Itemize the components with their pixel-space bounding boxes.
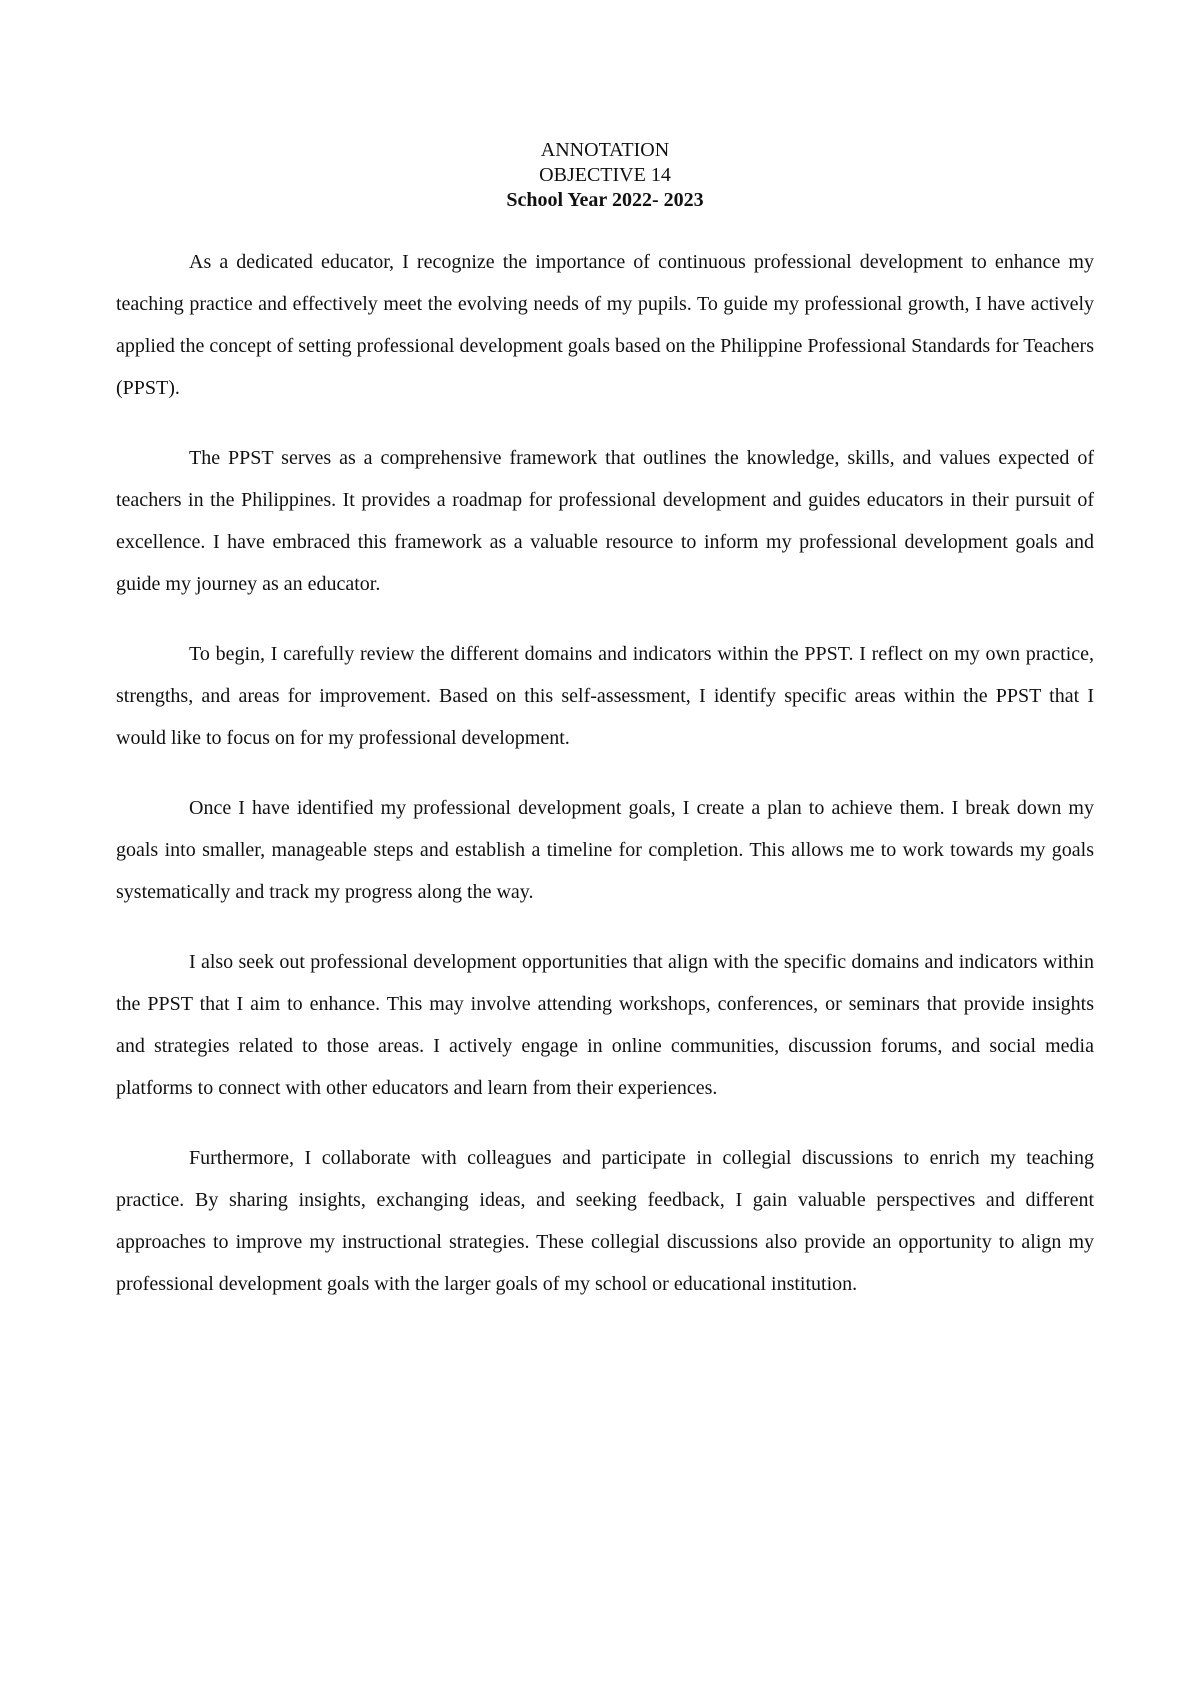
paragraph-ppst-framework: The PPST serves as a comprehensive framework that outlines the knowledge, skills, and values expected of teachers in the Philippines. It provides a roadmap for professional development and guides educators in their pursuit of excellence. I have embraced this framework as a valuable resource to inform my professional development goals and guide my journey as an educator. [116,447,1094,595]
paragraph-plan: Once I have identified my professional development goals, I create a plan to achieve them. I break down my goals into smaller, manageable steps and establish a timeline for completion. This allows me to work towards my goals systematically and track my progress along the way. [116,797,1094,903]
document-header [116,138,1094,213]
school-year-label: School Year 2022- 2023 [506,189,704,211]
document-title: ANNOTATION [540,139,670,161]
objective-label: OBJECTIVE 14 [539,164,671,186]
paragraph-intro: As a dedicated educator, I recognize the importance of continuous professional development to enhance my teaching practice and effectively meet the evolving needs of my pupils. To guide my professional growth, I have actively applied the concept of setting professional development goals based on the Philippine Professional Standards for Teachers (PPST). [116,251,1094,399]
paragraph-self-assessment: To begin, I carefully review the different domains and indicators within the PPST. I reflect on my own practice, strengths, and areas for improvement. Based on this self-assessment, I identify specific areas within the PPST that I would like to focus on for my professional development. [116,643,1094,749]
paragraph-collaboration: Furthermore, I collaborate with colleagues and participate in collegial discussions to enrich my teaching practice. By sharing insights, exchanging ideas, and seeking feedback, I gain valuable perspectives and different approaches to improve my instructional strategies. These collegial discussions also provide an opportunity to align my professional development goals with the larger goals of my school or educational institution. [116,1147,1094,1295]
paragraph-opportunities: I also seek out professional development opportunities that align with the specific domains and indicators within the PPST that I aim to enhance. This may involve attending workshops, conferences, or seminars that provide insights and strategies related to those areas. I actively engage in online communities, discussion forums, and social media platforms to connect with other educators and learn from their experiences. [116,951,1094,1099]
document-page [116,138,1094,1333]
